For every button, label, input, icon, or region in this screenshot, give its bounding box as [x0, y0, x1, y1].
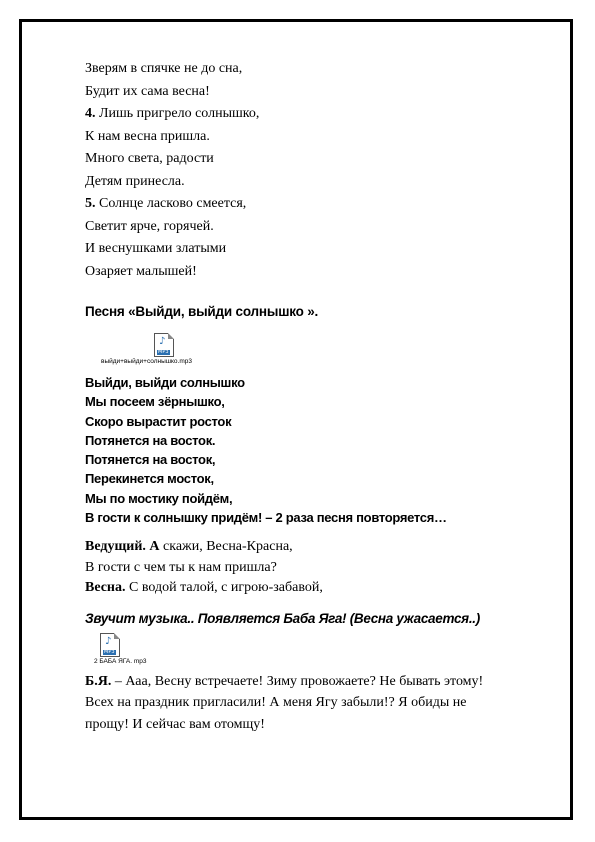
- speech-line: прощу! И сейчас вам отомщу!: [85, 716, 265, 732]
- music-note-icon: ♪: [159, 336, 166, 347]
- speaker-label: Весна.: [85, 580, 126, 596]
- song-line: Мы посеем зёрнышко,: [85, 394, 225, 410]
- document-body: [85, 58, 555, 735]
- song-line: Мы по мостику пойдём,: [85, 490, 233, 506]
- song-lyrics: [85, 373, 555, 527]
- song-title: Песня «Выйди, выйди солнышко ».: [85, 304, 319, 319]
- poem-line: 4. Лишь пригрело солнышко,: [85, 106, 260, 121]
- song-line: Перекинется мосток,: [85, 471, 214, 487]
- dialogue-line: Весна. С водой талой, с игрою-забавой,: [85, 580, 323, 596]
- dialogue-line: В гости с чем ты к нам пришла?: [85, 559, 277, 575]
- audio-attachment-1[interactable]: [85, 322, 555, 370]
- song-line: Потянется на восток.: [85, 432, 216, 448]
- speaker-label: Ведущий. А: [85, 539, 160, 555]
- dialogue: [85, 537, 555, 599]
- poem-line: Много света, радости: [85, 151, 214, 166]
- audio-filename[interactable]: выйди+выйди+солнышко.mp3: [101, 358, 192, 365]
- mp3-file-icon[interactable]: ♪ MP3: [100, 633, 120, 657]
- dialogue-line: Ведущий. А скажи, Весна-Красна,: [85, 539, 293, 555]
- poem-line: Детям принесла.: [85, 173, 185, 189]
- poem-line: И веснушками златыми: [85, 241, 227, 256]
- song-line: В гости к солнышку придём! – 2 раза песня повторяется…: [85, 510, 447, 526]
- speaker-label: Б.Я.: [85, 673, 112, 689]
- verse-number: 4.: [85, 106, 96, 121]
- poem: [85, 58, 555, 283]
- poem-line: 5. Солнце ласково смеется,: [85, 196, 247, 211]
- baba-yaga-speech: [85, 671, 555, 736]
- mp3-file-icon[interactable]: ♪ MP3: [154, 333, 174, 357]
- poem-line: Будит их сама весна!: [85, 83, 210, 99]
- poem-line: Зверям в спячке не до сна,: [85, 61, 243, 76]
- poem-line: Озаряет малышей!: [85, 263, 197, 279]
- song-line: Выйди, выйди солнышко: [85, 375, 245, 390]
- song-line: Потянется на восток,: [85, 452, 216, 468]
- verse-number: 5.: [85, 196, 96, 211]
- poem-line: К нам весна пришла.: [85, 128, 210, 144]
- audio-attachment-2[interactable]: [85, 629, 555, 667]
- song-line: Скоро вырастит росток: [85, 413, 232, 429]
- audio-filename[interactable]: 2 БАБА ЯГА. mp3: [94, 657, 147, 665]
- music-note-icon: ♪: [105, 635, 112, 647]
- speech-line: Всех на праздник пригласили! А меня Ягу забыли!? Я обиды не: [85, 695, 467, 711]
- stage-direction: Звучит музыка.. Появляется Баба Яга! (Весна ужасается..): [85, 610, 480, 626]
- poem-line: Светит ярче, горячей.: [85, 218, 214, 234]
- speech-line: Б.Я. – Ааа, Весну встречаете! Зиму провожаете? Не бывать этому!: [85, 673, 484, 689]
